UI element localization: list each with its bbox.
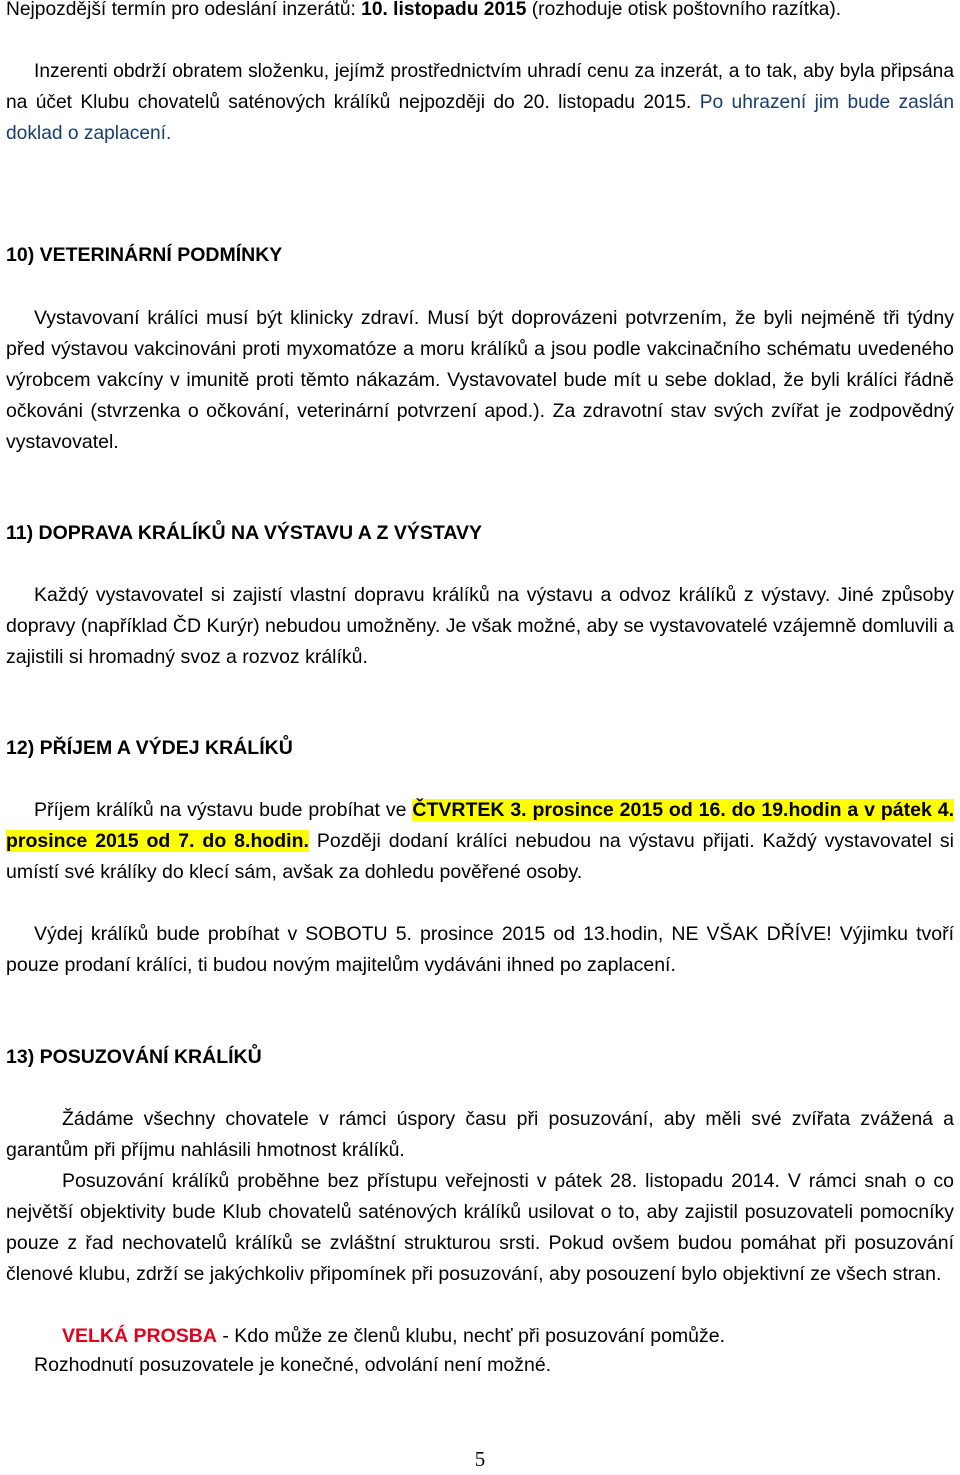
section-13-heading: 13) POSUZOVÁNÍ KRÁLÍKŮ	[6, 1046, 262, 1068]
intro-payment	[6, 56, 954, 149]
page-number: 5	[474, 1447, 486, 1471]
intake-rest: Později dodaní králíci nebudou na výstavu přijati. Každý vystavovatel si umístí své králíky do klecí sám, avšak za dohledu pověřené osoby.	[6, 830, 954, 883]
section-12-release: Výdej králíků bude probíhat v SOBOTU 5. prosince 2015 od 13.hodin, NE VŠAK DŘÍVE! Výjimku tvoří pouze prodaní králíci, ti budou novým majitelům vydáváni ihned po zaplacení.	[6, 923, 954, 976]
intro-deadline	[6, 0, 954, 25]
section-13-request	[6, 1321, 954, 1352]
deadline-date: 10. listopadu 2015	[361, 0, 527, 20]
section-13-judging: Posuzování králíků proběhne bez přístupu veřejnosti v pátek 28. listopadu 2014. V rámci snah o co největší objektivity bude Klub chovatelů saténových králíků usilovat o to, aby zajistil posuzovateli pomocníky pouze z řad nechovatelů králíků se zvláštní strukturou srsti. Pokud ovšem budou pomáhat při posuzování členové klubu, zdrží se jakýchkoliv připomínek při posuzování, aby posouzení bylo objektivní ze všech stran.	[6, 1170, 954, 1285]
section-11-text: Každý vystavovatel si zajistí vlastní dopravu králíků na výstavu a odvoz králíků z výstavy. Jiné způsoby dopravy (například ČD Kurýr) nebudou umožněny. Je však možné, aby se vystavovatelé vzájemně domluvili a zajistili si hromadný svoz a rozvoz králíků.	[6, 584, 955, 668]
payment-confirmation: Po uhrazení jim bude zaslán doklad o zaplacení.	[6, 92, 954, 144]
section-11-heading: 11) DOPRAVA KRÁLÍKŮ NA VÝSTAVU A Z VÝSTAVY	[6, 522, 482, 544]
deadline-label: Nejpozdější termín pro odeslání inzerátů:	[6, 0, 362, 20]
section-12-intake	[6, 795, 954, 888]
section-10-heading: 10) VETERINÁRNÍ PODMÍNKY	[6, 244, 283, 266]
big-request-text: - Kdo může ze členů klubu, nechť při posuzování pomůže.	[216, 1325, 726, 1347]
intake-dates-highlight: ČTVRTEK 3. prosince 2015 od 16. do 19.hodin a v pátek 4. prosince 2015 od 7. do 8.hodin.	[6, 799, 954, 852]
deadline-note: (rozhoduje otisk poštovního razítka).	[526, 0, 842, 20]
intake-text: Příjem králíků na výstavu bude probíhat ve	[34, 799, 413, 821]
section-13-final: Rozhodnutí posuzovatele je konečné, odvolání není možné.	[34, 1354, 552, 1376]
section-10-text: Vystavovaní králíci musí být klinicky zdraví. Musí být doprovázeni potvrzením, že byli nejméně tři týdny před výstavou vakcinováni proti myxomatóze a moru králíků a jsou podle vakcinačního schématu uvedeného výrobcem vakcíny v imunitě proti těmto nákazám. Vystavovatel bude mít u sebe doklad, že byli králíci řádně očkováni (stvrzenka o očkování, veterinární potvrzení apod.). Za zdravotní stav svých zvířat je zodpovědný vystavovatel.	[6, 307, 954, 453]
payment-text: Inzerenti obdrží obratem složenku, jejímž prostřednictvím uhradí cenu za inzerát, a to tak, aby byla připsána na účet Klubu chovatelů saténových králíků nejpozději do 20. listopadu 2015.	[6, 61, 954, 113]
section-12-heading: 12) PŘÍJEM A VÝDEJ KRÁLÍKŮ	[6, 737, 293, 759]
big-request-label: VELKÁ PROSBA	[62, 1325, 217, 1347]
section-13-weights: Žádáme všechny chovatele v rámci úspory času při posuzování, aby měli své zvířata zvážená a garantům při příjmu nahlásili hmotnost králíků.	[6, 1108, 954, 1161]
